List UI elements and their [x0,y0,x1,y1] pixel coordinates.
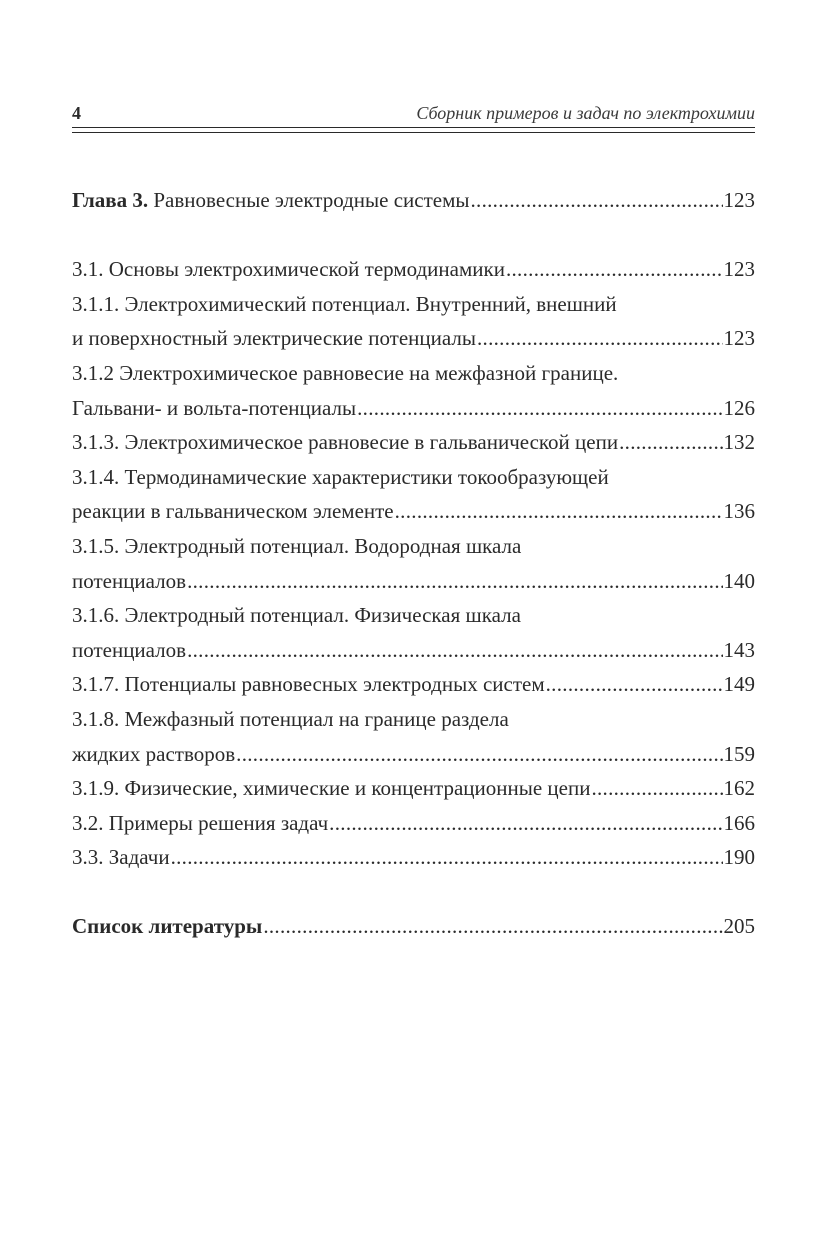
toc-entry-line [72,287,755,322]
toc-page-number: 159 [723,741,755,766]
toc-entry-line [72,633,755,668]
toc-entry-text: потенциалов [72,637,187,662]
toc-chapter-entry [72,183,755,218]
dot-leader [506,252,723,287]
spacer [72,875,755,910]
toc-page-number: 190 [723,845,755,870]
toc-entry [72,460,755,529]
dot-leader [263,909,722,944]
toc-entry-text: 3.1.3. Электрохимическое равновесие в гальванической цепи [72,430,619,455]
toc-entry-line [72,391,755,426]
dot-leader [357,391,722,426]
toc-entry [72,252,755,287]
toc-entry-line [72,737,755,772]
toc-chapter-text [72,183,469,218]
toc-entry-line [72,252,755,287]
toc-entry-line [72,494,755,529]
toc-entry [72,529,755,598]
toc-entry [72,287,755,356]
toc-entry-line [72,529,755,564]
toc-entry [72,840,755,875]
dot-leader [470,183,722,218]
toc-entry-text: 3.1.1. Электрохимический потенциал. Внутренний, внешний [72,291,617,316]
toc-page-number: 123 [723,257,755,282]
toc-entry-line [72,702,755,737]
dot-leader [171,840,723,875]
toc-entry-line [72,321,755,356]
header-rule [72,127,755,128]
dot-leader [187,564,722,599]
chapter-title: Равновесные электродные системы [148,188,470,212]
toc-entry [72,806,755,841]
table-of-contents [72,183,755,944]
toc-entry-text: жидких растворов [72,741,236,766]
toc-entry-text: 3.1.2 Электрохимическое равновесие на межфазной границе. [72,360,619,385]
chapter-label: Глава 3. [72,188,149,212]
toc-entry [72,771,755,806]
toc-entry-text: 3.3. Задачи [72,845,170,870]
toc-entry-text: 3.1.4. Термодинамические характеристики токообразующей [72,464,609,489]
toc-entries [72,252,755,875]
toc-entry-text: 3.2. Примеры решения задач [72,810,329,835]
toc-entry [72,598,755,667]
dot-leader [477,321,723,356]
toc-entry-line [72,460,755,495]
toc-entry-text: и поверхностный электрические потенциалы [72,326,476,351]
dot-leader [591,771,722,806]
toc-entry-text: 3.1.7. Потенциалы равновесных электродных систем [72,672,545,697]
running-header [72,103,755,129]
dot-leader [236,737,722,772]
toc-page-number: 132 [723,430,755,455]
toc-page-number: 149 [723,672,755,697]
toc-entry [72,425,755,460]
toc-entry-text: 3.1.5. Электродный потенциал. Водородная шкала [72,533,522,558]
toc-entry-text: 3.1. Основы электрохимической термодинамики [72,257,505,282]
page-number: 4 [72,103,81,123]
toc-entry [72,356,755,425]
toc-page-number: 143 [723,637,755,662]
toc-page-number: 126 [723,395,755,420]
toc-entry-line [72,598,755,633]
toc-page-number: 136 [723,499,755,524]
toc-entry-line [72,806,755,841]
toc-entry-text: 3.1.8. Межфазный потенциал на границе раздела [72,706,509,731]
dot-leader [187,633,722,668]
references-title: Список литературы [72,914,263,939]
dot-leader [329,806,722,841]
toc-entry-text: потенциалов [72,568,187,593]
toc-entry-text: 3.1.6. Электродный потенциал. Физическая шкала [72,603,521,628]
toc-entry-text: Гальвани- и вольта-потенциалы [72,395,357,420]
spacer [72,218,755,253]
toc-entry-line [72,771,755,806]
toc-page-number: 166 [723,810,755,835]
toc-entry-text: 3.1.9. Физические, химические и концентрационные цепи [72,776,591,801]
toc-entry-line [72,840,755,875]
toc-entry-line [72,667,755,702]
toc-entry [72,702,755,771]
toc-page-number: 205 [723,914,755,939]
dot-leader [546,667,723,702]
toc-entry-line [72,356,755,391]
toc-entry-line [72,564,755,599]
running-title: Сборник примеров и задач по электрохимии [416,103,755,123]
dot-leader [395,494,723,529]
toc-references-entry [72,909,755,944]
toc-page-number: 123 [723,326,755,351]
header-rule-thin [72,132,755,133]
toc-page-number: 123 [723,188,755,212]
toc-page-number: 140 [723,568,755,593]
toc-entry-text: реакции в гальваническом элементе [72,499,394,524]
toc-entry-line [72,425,755,460]
dot-leader [619,425,722,460]
toc-entry [72,667,755,702]
toc-page-number: 162 [723,776,755,801]
